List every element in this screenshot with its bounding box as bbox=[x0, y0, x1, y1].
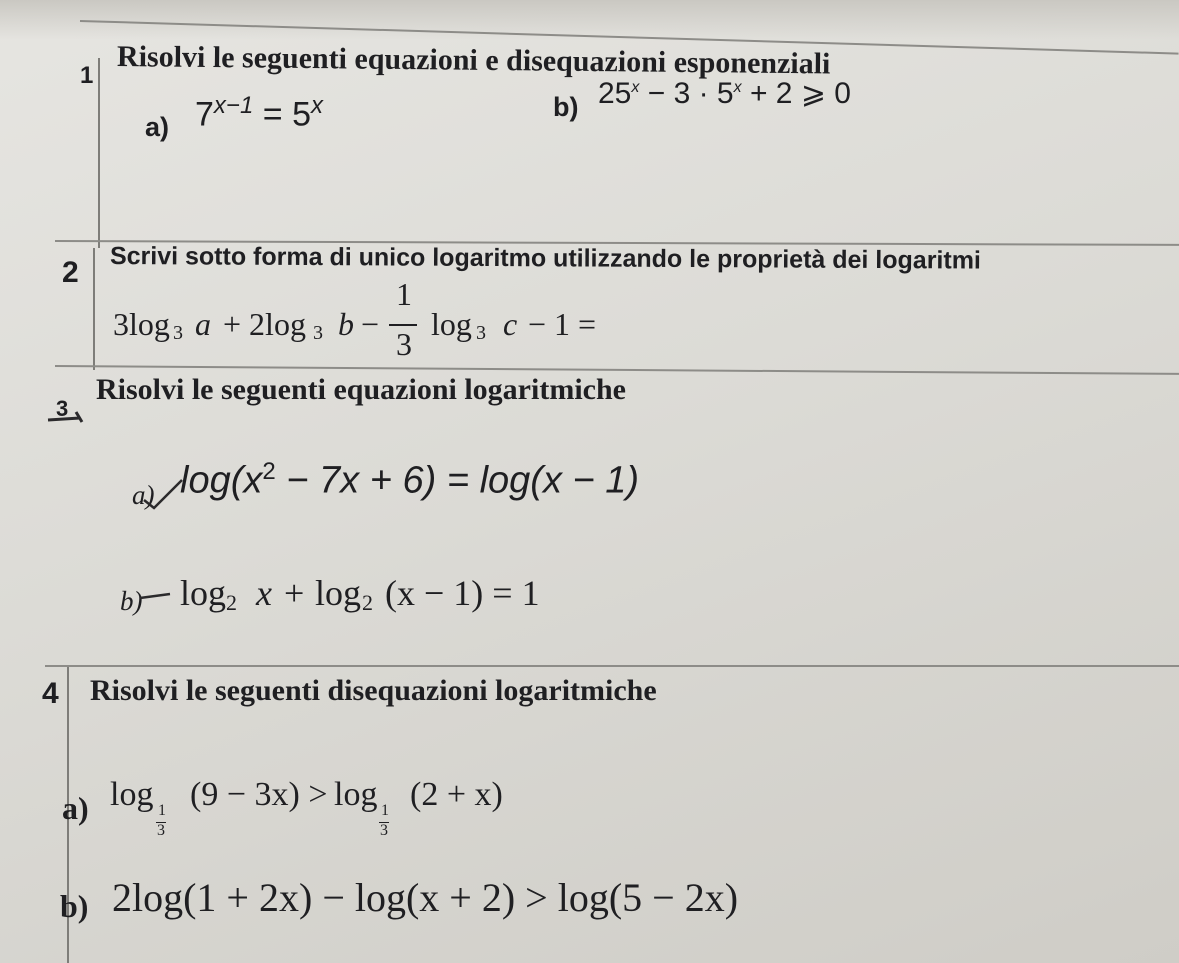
section-heading-1: Risolvi le seguenti equazioni e disequazioni esponenziali bbox=[116, 40, 831, 81]
eq1a-rhs-base: 5 bbox=[292, 95, 311, 134]
section-number-3: 3 bbox=[56, 396, 69, 421]
expr2-tail: − 1 = bbox=[528, 306, 597, 342]
ineq4a-log2: log bbox=[334, 776, 378, 813]
pen-underline-mark bbox=[46, 406, 86, 426]
eq1a-equals: = bbox=[262, 95, 283, 134]
section-number-2: 2 bbox=[62, 256, 79, 289]
expr2-sub1: 3 bbox=[173, 322, 183, 344]
item-1a-label: a) bbox=[145, 112, 170, 142]
eq1a-rhs-exponent: x bbox=[310, 92, 323, 119]
inequality-1b bbox=[598, 76, 851, 111]
eq3b-log1: log bbox=[180, 573, 227, 613]
ineq4a-arg1: (9 − 3x) > bbox=[190, 776, 328, 813]
section-number-4: 4 bbox=[42, 677, 59, 710]
item-4b-label: b) bbox=[60, 888, 89, 924]
ineq1b-term1: 25 bbox=[598, 77, 632, 110]
item-3a-label: a) bbox=[132, 480, 155, 510]
eq3a-pre: log(x bbox=[180, 459, 263, 502]
inequality-4b: 2log(1 + 2x) − log(x + 2) > log(5 − 2x) bbox=[112, 875, 739, 920]
ineq1b-tail: + 2 ⩾ 0 bbox=[749, 77, 851, 110]
left-column-divider bbox=[98, 58, 100, 248]
equation-3b bbox=[180, 566, 600, 626]
row-divider-3-4 bbox=[45, 665, 1179, 667]
eq1a-base: 7 bbox=[195, 95, 214, 134]
item-4a-label: a) bbox=[62, 790, 89, 826]
expr2-minus: − bbox=[361, 306, 380, 342]
eq3a-post: − 7x + 6) = log(x − 1) bbox=[286, 459, 640, 502]
section-heading-4: Risolvi le seguenti disequazioni logaritmiche bbox=[90, 674, 657, 707]
expr2-var-a: a bbox=[195, 306, 211, 342]
ineq1b-middle: − 3 · 5 bbox=[647, 77, 734, 110]
eq3b-x: x bbox=[256, 573, 272, 613]
item-1b-label: b) bbox=[553, 92, 579, 122]
expr2-part1: 3log bbox=[113, 306, 170, 342]
expr2-frac-den: 3 bbox=[396, 326, 412, 362]
expr2-var-c: c bbox=[503, 306, 518, 342]
equation-1a bbox=[195, 92, 323, 134]
expr2-part3: log bbox=[431, 306, 472, 342]
eq3b-log2: log bbox=[315, 573, 362, 613]
eq3b-plus: + bbox=[284, 573, 305, 613]
inequality-4a bbox=[110, 770, 550, 860]
pen-stroke-mark bbox=[138, 584, 178, 614]
expr2-sub3: 3 bbox=[476, 322, 486, 344]
eq3b-sub2: 2 bbox=[362, 590, 373, 615]
eq3b-tail: (x − 1) = 1 bbox=[385, 573, 540, 613]
section-heading-2: Scrivi sotto forma di unico logaritmo utilizzando le proprietà dei logaritmi bbox=[109, 242, 982, 275]
item-3b-label: b) bbox=[120, 586, 143, 616]
expr2-var-b: b bbox=[338, 306, 354, 342]
expr2-sub2: 3 bbox=[313, 322, 323, 344]
eq3a-exponent: 2 bbox=[262, 458, 276, 485]
section-number-1: 1 bbox=[80, 62, 94, 89]
eq3b-sub1: 2 bbox=[226, 590, 237, 615]
ineq1b-term1-exp: x bbox=[631, 79, 640, 96]
ineq4a-arg2: (2 + x) bbox=[410, 776, 503, 813]
left-column-divider bbox=[93, 248, 95, 370]
expr2-frac-num: 1 bbox=[396, 276, 412, 312]
ineq4a-base1-den: 3 bbox=[157, 822, 165, 839]
ineq4a-base1-num: 1 bbox=[158, 802, 166, 819]
section-heading-3: Risolvi le seguenti equazioni logaritmiche bbox=[96, 373, 626, 406]
expr2-part2: + 2log bbox=[223, 306, 306, 342]
ineq1b-middle-exp: x bbox=[733, 79, 742, 96]
equation-3a bbox=[180, 458, 639, 503]
ineq4a-log1: log bbox=[110, 776, 154, 813]
eq1a-exponent: x−1 bbox=[213, 92, 254, 119]
ineq4a-base2-den: 3 bbox=[380, 822, 388, 839]
ineq4a-base2-num: 1 bbox=[381, 802, 389, 819]
